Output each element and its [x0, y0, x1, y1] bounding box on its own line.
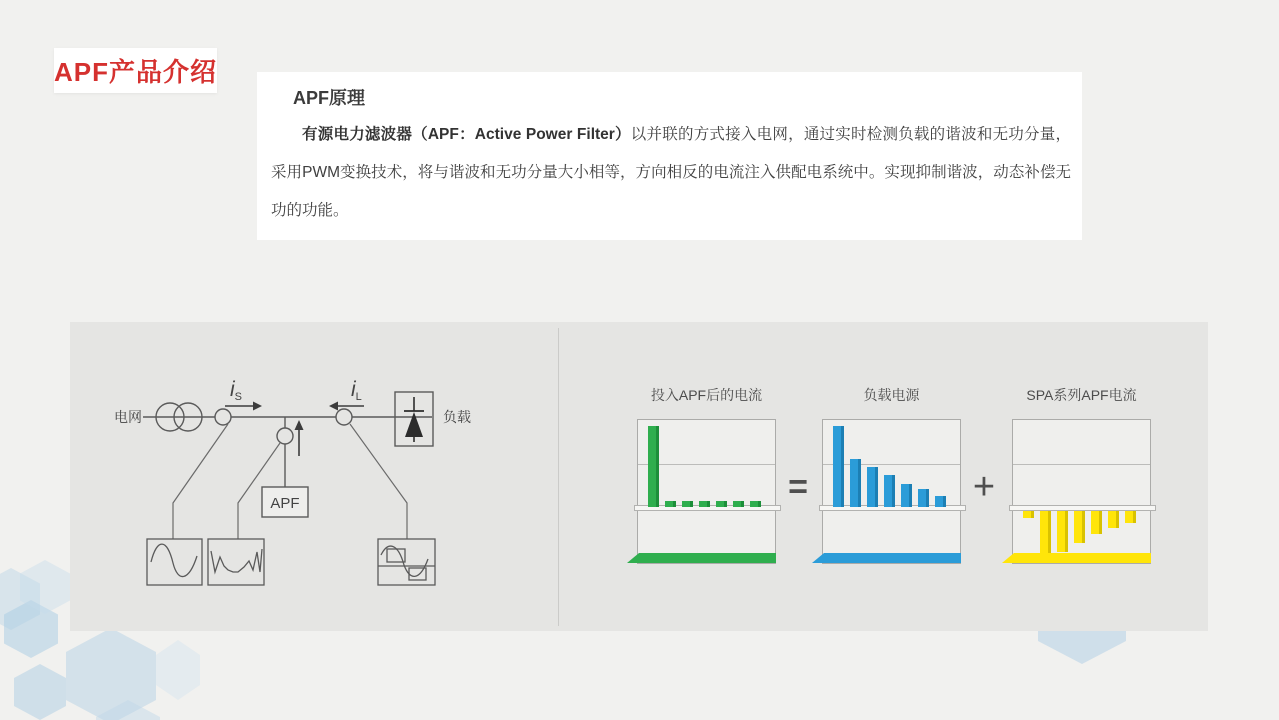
load-label: 负载	[443, 409, 471, 425]
hexagon-decoration	[66, 628, 156, 720]
hexagon-decoration	[14, 664, 66, 720]
bar-h7	[750, 501, 761, 507]
after-apf-current-chart-title: 投入APF后的电流	[650, 387, 763, 403]
bar-h7	[1125, 511, 1136, 523]
gridline	[1013, 464, 1150, 465]
bar-h4	[699, 501, 710, 507]
distorted-waveform-box	[208, 539, 264, 585]
bar-h5	[716, 501, 727, 507]
bar-h4	[884, 475, 895, 507]
apf-output-current-chart	[1012, 419, 1151, 564]
after-apf-current-chart	[637, 419, 776, 564]
il-label: $i_L$	[351, 378, 362, 403]
ct-apf-icon	[277, 428, 293, 444]
bar-h2	[665, 501, 676, 507]
load-box	[395, 392, 433, 446]
bar-h6	[918, 489, 929, 507]
bar-h5	[1091, 511, 1102, 534]
bar-h3	[1057, 511, 1068, 552]
bar-h4	[1074, 511, 1085, 543]
bar-h1	[648, 426, 659, 507]
bar-h3	[682, 501, 693, 507]
apf-output-current-chart-title: SPA系列APF电流	[1026, 387, 1137, 403]
load-current-chart	[822, 419, 961, 564]
bar-h3	[867, 467, 878, 507]
bar-h7	[935, 496, 946, 507]
plus-sign: +	[972, 466, 996, 508]
body-paragraph	[271, 116, 1071, 230]
bar-h5	[901, 484, 912, 507]
bar-h6	[733, 501, 744, 507]
sine-wave-icon	[151, 544, 197, 576]
bar-h1	[833, 426, 844, 507]
section-heading: APF原理	[293, 88, 365, 108]
apf-current-arrow-icon	[295, 420, 304, 456]
distorted-wave-icon	[211, 549, 262, 572]
slide-title-badge	[54, 48, 217, 93]
illustration-panel	[70, 322, 1208, 631]
load-current-chart-floor	[812, 553, 961, 563]
grid-label: 电网	[114, 409, 142, 425]
content-card	[257, 72, 1082, 240]
apf-box-label: APF	[270, 495, 300, 512]
apf-box	[262, 487, 308, 517]
apf-output-current-chart-floor	[1002, 553, 1151, 563]
bar-h2	[1040, 511, 1051, 559]
load-current-chart-title: 负载电源	[863, 387, 920, 403]
slide-title: APF产品介绍	[54, 57, 218, 87]
is-label: $i_S$	[230, 378, 243, 403]
ct-load-icon	[336, 409, 352, 425]
sine-waveform-box	[147, 539, 202, 585]
body-bold-segment: 有源电力滤波器（APF：Active Power Filter）	[302, 126, 631, 143]
bar-h1	[1023, 511, 1034, 518]
hexagon-decoration	[156, 640, 200, 700]
is-arrow-icon	[225, 402, 262, 411]
bar-h2	[850, 459, 861, 507]
apf-circuit-diagram	[70, 322, 560, 631]
after-apf-current-chart-floor	[627, 553, 776, 563]
ct-source-icon	[215, 409, 231, 425]
bar-h6	[1108, 511, 1119, 528]
equals-sign: =	[788, 468, 808, 506]
body-text: 以并联的方式接入电网，通过实时检测负载的谐波和无功分量，采用PWM变换技术，将与谐波和无功分量大小相等，方向相反的电流注入供配电系统中。实现抑制谐波，动态补偿无功的功能。	[271, 126, 1071, 219]
